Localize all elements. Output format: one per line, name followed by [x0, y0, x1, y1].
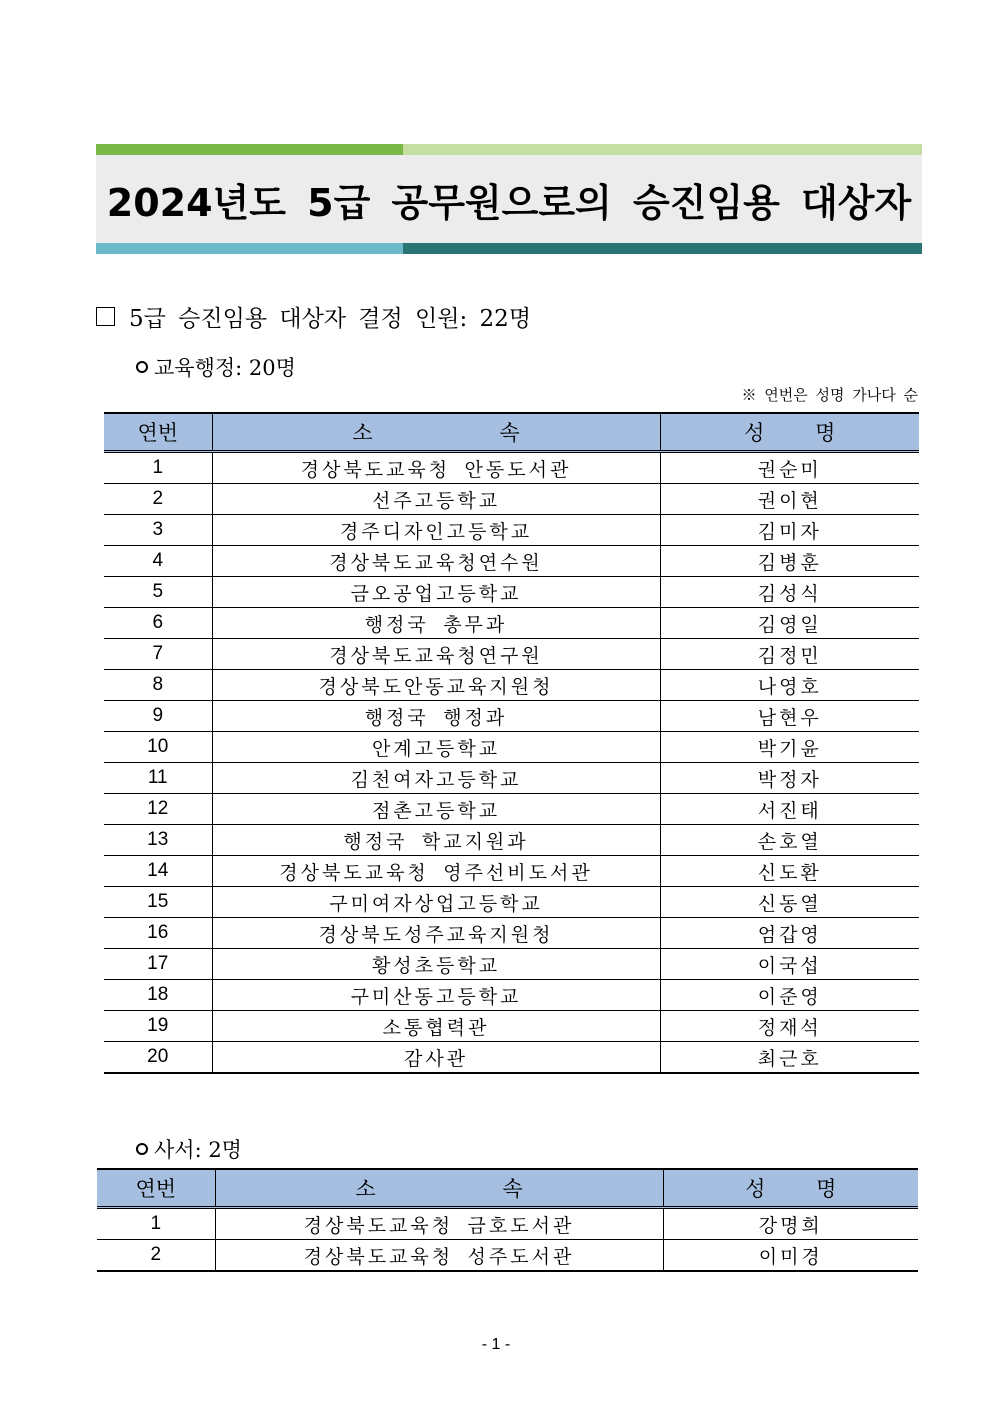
row-number: 8 — [104, 670, 212, 701]
row-number: 1 — [104, 452, 212, 484]
row-number: 2 — [104, 484, 212, 515]
row-number: 6 — [104, 608, 212, 639]
row-number: 3 — [104, 515, 212, 546]
table-row — [104, 763, 919, 794]
header-name — [663, 1169, 918, 1208]
circle-bullet-icon — [136, 361, 148, 373]
row-org: 경상북도교육청 금호도서관 — [215, 1208, 663, 1240]
row-number: 5 — [104, 577, 212, 608]
page-title: 2024년도 5급 공무원으로의 승진임용 대상자 — [106, 180, 912, 225]
row-org: 경상북도교육청연구원 — [212, 639, 660, 670]
header-name — [660, 413, 919, 452]
row-name: 김영일 — [660, 608, 919, 639]
table-row — [104, 980, 919, 1011]
row-name: 김정민 — [660, 639, 919, 670]
table-row — [104, 918, 919, 949]
row-name: 손호열 — [660, 825, 919, 856]
row-name: 김미자 — [660, 515, 919, 546]
table-row — [104, 515, 919, 546]
row-org: 선주고등학교 — [212, 484, 660, 515]
row-number: 15 — [104, 887, 212, 918]
row-name: 남현우 — [660, 701, 919, 732]
banner-top-bar — [96, 144, 922, 155]
row-org: 경상북도교육청 안동도서관 — [212, 452, 660, 484]
section-heading — [96, 300, 531, 333]
header-no: 연번 — [97, 1169, 215, 1208]
table-row — [104, 732, 919, 763]
title-banner — [96, 144, 922, 254]
row-number: 14 — [104, 856, 212, 887]
page-number: - 1 - — [481, 1336, 511, 1353]
row-name: 강명희 — [663, 1208, 918, 1240]
row-number: 17 — [104, 949, 212, 980]
header-name-label: 성 명 — [745, 1177, 859, 1201]
row-org: 행정국 행정과 — [212, 701, 660, 732]
row-org: 황성초등학교 — [212, 949, 660, 980]
table-row — [104, 887, 919, 918]
table-row — [104, 1011, 919, 1042]
banner-bottom-bar — [96, 243, 922, 254]
table-row — [104, 577, 919, 608]
sort-note: ※ 연번은 성명 가나다 순 — [741, 386, 918, 404]
table-row — [104, 1042, 919, 1074]
row-name: 신동열 — [660, 887, 919, 918]
row-org: 경상북도교육청 성주도서관 — [215, 1240, 663, 1272]
row-org: 구미산동고등학교 — [212, 980, 660, 1011]
subsection-heading-admin-text: 교육행정: 20명 — [154, 356, 296, 380]
table-row — [104, 949, 919, 980]
table-row — [97, 1208, 918, 1240]
row-name: 김병훈 — [660, 546, 919, 577]
table-row — [97, 1240, 918, 1272]
header-org-label: 소 속 — [355, 1177, 583, 1201]
table-row — [104, 670, 919, 701]
row-name: 이미경 — [663, 1240, 918, 1272]
row-org: 감사관 — [212, 1042, 660, 1074]
row-name: 김성식 — [660, 577, 919, 608]
header-org — [215, 1169, 663, 1208]
row-name: 서진태 — [660, 794, 919, 825]
table-row — [104, 608, 919, 639]
table-row — [104, 856, 919, 887]
row-number: 11 — [104, 763, 212, 794]
row-org: 금오공업고등학교 — [212, 577, 660, 608]
row-org: 구미여자상업고등학교 — [212, 887, 660, 918]
subsection-heading-librarian-text: 사서: 2명 — [154, 1138, 242, 1162]
banner-body — [96, 155, 922, 243]
table-row — [104, 546, 919, 577]
square-bullet-icon — [96, 307, 115, 326]
section-heading-text: 5급 승진임용 대상자 결정 인원: 22명 — [129, 306, 532, 332]
row-org: 김천여자고등학교 — [212, 763, 660, 794]
row-org: 점촌고등학교 — [212, 794, 660, 825]
row-name: 나영호 — [660, 670, 919, 701]
row-number: 2 — [97, 1240, 215, 1272]
row-name: 권이현 — [660, 484, 919, 515]
row-number: 18 — [104, 980, 212, 1011]
row-name: 신도환 — [660, 856, 919, 887]
row-org: 경상북도안동교육지원청 — [212, 670, 660, 701]
row-number: 16 — [104, 918, 212, 949]
row-number: 19 — [104, 1011, 212, 1042]
row-org: 경상북도교육청 영주선비도서관 — [212, 856, 660, 887]
subsection-heading-admin — [136, 352, 296, 382]
row-org: 안계고등학교 — [212, 732, 660, 763]
table-header-row — [104, 413, 919, 452]
table-row — [104, 452, 919, 484]
header-no: 연번 — [104, 413, 212, 452]
table-row — [104, 825, 919, 856]
row-number: 4 — [104, 546, 212, 577]
row-name: 최근호 — [660, 1042, 919, 1074]
row-org: 소통협력관 — [212, 1011, 660, 1042]
header-org — [212, 413, 660, 452]
header-org-label: 소 속 — [352, 421, 580, 445]
table-header-row — [97, 1169, 918, 1208]
row-org: 행정국 총무과 — [212, 608, 660, 639]
row-org: 경상북도성주교육지원청 — [212, 918, 660, 949]
row-number: 12 — [104, 794, 212, 825]
row-number: 1 — [97, 1208, 215, 1240]
librarian-table — [97, 1168, 918, 1272]
table-row — [104, 701, 919, 732]
table-row — [104, 794, 919, 825]
row-name: 이국섭 — [660, 949, 919, 980]
row-number: 10 — [104, 732, 212, 763]
row-name: 박기윤 — [660, 732, 919, 763]
header-name-label: 성 명 — [744, 421, 858, 445]
row-number: 20 — [104, 1042, 212, 1074]
row-number: 9 — [104, 701, 212, 732]
row-name: 이준영 — [660, 980, 919, 1011]
row-org: 행정국 학교지원과 — [212, 825, 660, 856]
table-row — [104, 484, 919, 515]
row-name: 엄갑영 — [660, 918, 919, 949]
row-org: 경상북도교육청연수원 — [212, 546, 660, 577]
row-name: 권순미 — [660, 452, 919, 484]
table-row — [104, 639, 919, 670]
row-name: 박정자 — [660, 763, 919, 794]
row-number: 13 — [104, 825, 212, 856]
row-number: 7 — [104, 639, 212, 670]
row-org: 경주디자인고등학교 — [212, 515, 660, 546]
row-name: 정재석 — [660, 1011, 919, 1042]
circle-bullet-icon — [136, 1143, 148, 1155]
admin-table — [104, 412, 919, 1074]
subsection-heading-librarian — [136, 1134, 242, 1164]
